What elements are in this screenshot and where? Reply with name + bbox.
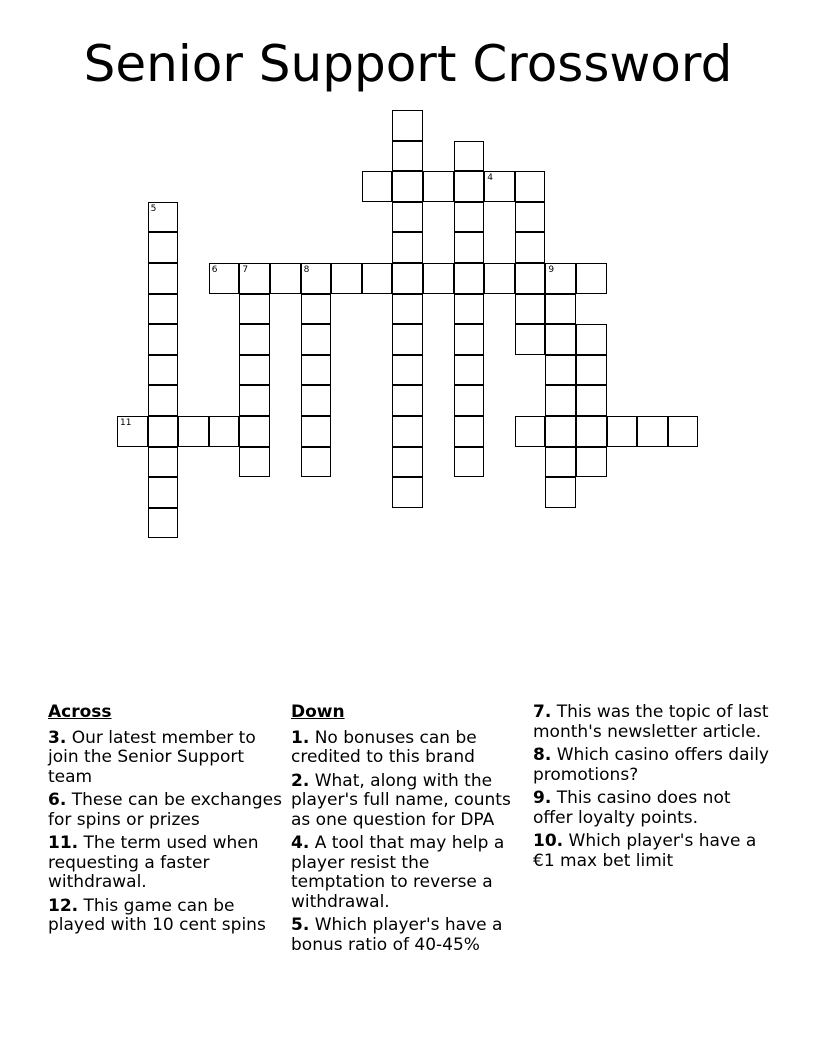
clue-number: 4 (487, 173, 493, 184)
clue-number: 8 (303, 265, 310, 275)
grid-cell[interactable] (148, 202, 179, 233)
grid-cell[interactable] (148, 355, 179, 386)
grid-cell[interactable] (392, 477, 423, 508)
grid-cell[interactable] (576, 447, 607, 478)
grid-cell[interactable] (515, 232, 546, 263)
grid-cell[interactable] (331, 263, 362, 294)
grid-cell[interactable] (239, 294, 270, 325)
grid-cell[interactable] (515, 263, 546, 294)
grid-cell[interactable] (301, 447, 332, 478)
grid-cell[interactable] (148, 508, 179, 539)
grid-cell[interactable] (392, 324, 423, 355)
grid-cell[interactable] (392, 263, 423, 294)
grid-cell[interactable] (454, 141, 485, 172)
grid-cell[interactable] (392, 355, 423, 386)
grid-cell[interactable] (392, 447, 423, 478)
grid-cell[interactable] (576, 355, 607, 386)
grid-cell[interactable] (301, 355, 332, 386)
across-clues (48, 703, 284, 940)
grid-cell[interactable] (545, 355, 576, 386)
grid-cell[interactable] (239, 447, 270, 478)
clue-across-3: 3. Our latest member to join the Senior Support team (48, 727, 256, 787)
grid-cell[interactable] (178, 416, 209, 447)
grid-cell[interactable] (545, 447, 576, 478)
grid-cell[interactable] (239, 324, 270, 355)
grid-cell[interactable] (515, 202, 546, 233)
grid-cell[interactable] (423, 263, 454, 294)
grid-cell[interactable] (148, 324, 179, 355)
grid-cell[interactable] (392, 385, 423, 416)
down-heading: Down (291, 702, 345, 722)
grid-cell[interactable] (392, 202, 423, 233)
clue-across-12: 12. This game can be played with 10 cent spins (48, 895, 266, 935)
grid-cell[interactable] (576, 416, 607, 447)
clue-number: 9 (548, 265, 555, 275)
grid-cell[interactable] (576, 324, 607, 355)
grid-cell[interactable] (454, 263, 485, 294)
grid-cell[interactable] (148, 477, 179, 508)
grid-cell[interactable] (545, 477, 576, 508)
down-clues (291, 703, 527, 959)
grid-cell[interactable] (239, 355, 270, 386)
grid-cell[interactable] (301, 416, 332, 447)
grid-cell[interactable] (392, 141, 423, 172)
clue-number: 7 (242, 265, 249, 275)
clue-down-2: 2. What, along with the player's full name, counts as one question for DPA (291, 770, 511, 830)
grid-cell[interactable] (454, 416, 485, 447)
grid-cell[interactable] (454, 324, 485, 355)
grid-cell[interactable] (515, 416, 546, 447)
grid-cell[interactable] (545, 263, 576, 294)
grid-cell[interactable] (454, 355, 485, 386)
grid-cell[interactable] (362, 263, 393, 294)
grid-cell[interactable] (392, 110, 423, 141)
grid-cell[interactable] (607, 416, 638, 447)
clue-down-4: 4. A tool that may help a player resist the temptation to reverse a withdrawal. (291, 833, 505, 912)
clue-across-11: 11. The term used when requesting a faster withdrawal. (48, 833, 259, 892)
clue-across-6: 6. These can be exchanges for spins or prizes (48, 790, 282, 830)
clue-number: 6 (211, 265, 218, 275)
grid-cell[interactable] (209, 416, 240, 447)
down-clues-continued (533, 703, 773, 875)
clue-down-9: 9. This casino does not offer loyalty points. (533, 788, 731, 828)
grid-cell[interactable] (545, 385, 576, 416)
grid-cell[interactable] (515, 294, 546, 325)
grid-cell[interactable] (392, 171, 423, 202)
grid-cell[interactable] (239, 416, 270, 447)
grid-cell[interactable] (270, 263, 301, 294)
grid-cell[interactable] (239, 385, 270, 416)
grid-cell[interactable] (576, 385, 607, 416)
clue-number: 5 (150, 203, 157, 214)
grid-cell[interactable] (148, 447, 179, 478)
grid-cell[interactable] (484, 171, 515, 202)
clue-down-10: 10. Which player's have a €1 max bet limit (533, 831, 757, 871)
grid-cell[interactable] (545, 294, 576, 325)
grid-cell[interactable] (301, 263, 332, 294)
grid-cell[interactable] (454, 385, 485, 416)
grid-cell[interactable] (545, 324, 576, 355)
grid-cell[interactable] (484, 263, 515, 294)
grid-cell[interactable] (392, 232, 423, 263)
grid-cell[interactable] (545, 416, 576, 447)
clue-number: 11 (120, 418, 132, 428)
clue-down-5: 5. Which player's have a bonus ratio of 40-45% (291, 915, 503, 955)
grid-cell[interactable] (148, 385, 179, 416)
grid-cell[interactable] (117, 416, 148, 447)
clue-down-8: 8. Which casino offers daily promotions? (533, 745, 769, 785)
grid-cell[interactable] (515, 171, 546, 202)
clue-down-7: 7. This was the topic of last month's newsletter article. (533, 702, 769, 742)
grid-cell[interactable] (301, 294, 332, 325)
grid-cell[interactable] (515, 324, 546, 355)
grid-cell[interactable] (209, 263, 240, 294)
grid-cell[interactable] (362, 171, 393, 202)
grid-cell[interactable] (148, 232, 179, 263)
grid-cell[interactable] (392, 416, 423, 447)
grid-cell[interactable] (239, 263, 270, 294)
grid-cell[interactable] (148, 263, 179, 294)
grid-cell[interactable] (454, 171, 485, 202)
grid-cell[interactable] (148, 416, 179, 447)
grid-cell[interactable] (576, 263, 607, 294)
grid-cell[interactable] (301, 324, 332, 355)
grid-cell[interactable] (668, 416, 699, 447)
across-heading: Across (48, 702, 112, 722)
grid-cell[interactable] (454, 294, 485, 325)
grid-cell[interactable] (301, 385, 332, 416)
puzzle-title: Senior Support Crossword (83, 35, 733, 93)
grid-cell[interactable] (637, 416, 668, 447)
grid-cell[interactable] (454, 232, 485, 263)
grid-cell[interactable] (148, 294, 179, 325)
grid-cell[interactable] (423, 171, 454, 202)
grid-cell[interactable] (454, 447, 485, 478)
grid-cell[interactable] (392, 294, 423, 325)
clue-down-1: 1. No bonuses can be credited to this brand (291, 727, 477, 767)
grid-cell[interactable] (454, 202, 485, 233)
